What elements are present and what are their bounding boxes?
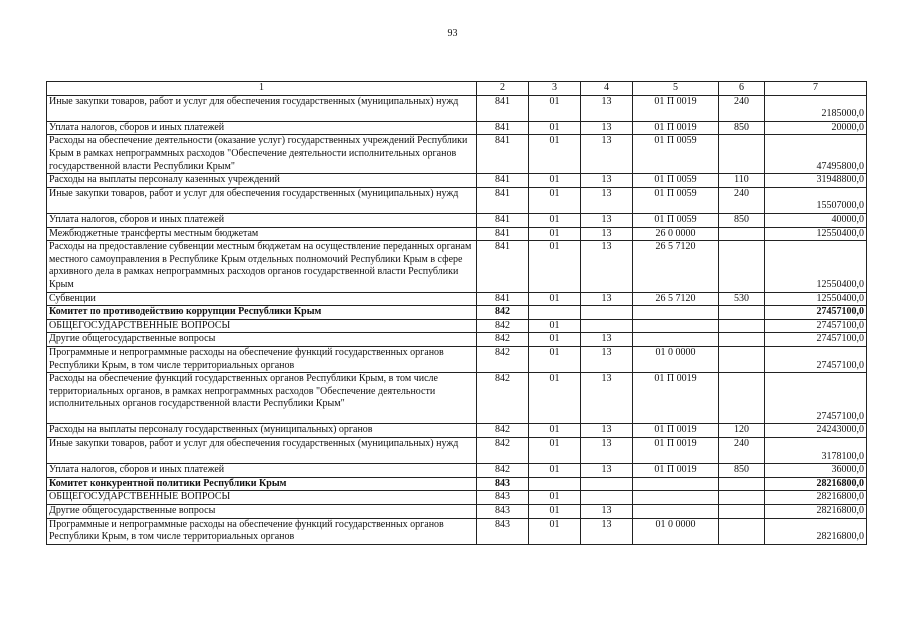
row-target-article: 01 П 0019: [633, 424, 719, 438]
row-expense-type: [719, 518, 765, 544]
row-amount: 2185000,0: [765, 95, 867, 121]
table-row: [47, 373, 867, 424]
row-description: Иные закупки товаров, работ и услуг для обеспечения государственных (муниципальных) нужд: [47, 95, 477, 121]
row-subsection-code: 13: [581, 121, 633, 135]
row-ministry-code: 841: [477, 121, 529, 135]
row-subsection-code: [581, 477, 633, 491]
row-subsection-code: 13: [581, 518, 633, 544]
table-row: [47, 121, 867, 135]
row-section-code: 01: [529, 464, 581, 478]
row-section-code: 01: [529, 227, 581, 241]
column-header: 4: [581, 82, 633, 96]
row-target-article: 01 П 0019: [633, 121, 719, 135]
row-ministry-code: 842: [477, 373, 529, 424]
row-description: Субвенции: [47, 292, 477, 306]
row-amount: 36000,0: [765, 464, 867, 478]
table-row: [47, 464, 867, 478]
row-section-code: 01: [529, 424, 581, 438]
row-ministry-code: 841: [477, 95, 529, 121]
table-row: [47, 505, 867, 519]
row-expense-type: [719, 477, 765, 491]
row-amount: 47495800,0: [765, 135, 867, 174]
row-amount: 27457100,0: [765, 373, 867, 424]
row-subsection-code: 13: [581, 187, 633, 213]
row-expense-type: 850: [719, 121, 765, 135]
row-ministry-code: 842: [477, 464, 529, 478]
row-amount: 28216800,0: [765, 518, 867, 544]
column-header: 3: [529, 82, 581, 96]
row-section-code: 01: [529, 333, 581, 347]
row-subsection-code: 13: [581, 438, 633, 464]
column-header: 1: [47, 82, 477, 96]
row-description: Другие общегосударственные вопросы: [47, 333, 477, 347]
row-amount: 28216800,0: [765, 505, 867, 519]
row-section-code: 01: [529, 187, 581, 213]
row-amount: 15507000,0: [765, 187, 867, 213]
row-subsection-code: [581, 491, 633, 505]
table-row: [47, 477, 867, 491]
row-expense-type: [719, 346, 765, 372]
table-row: [47, 333, 867, 347]
row-subsection-code: 13: [581, 505, 633, 519]
row-ministry-code: 843: [477, 518, 529, 544]
row-expense-type: [719, 319, 765, 333]
table-row: [47, 227, 867, 241]
row-ministry-code: 842: [477, 424, 529, 438]
row-target-article: 01 П 0059: [633, 213, 719, 227]
table-row: [47, 491, 867, 505]
row-target-article: [633, 477, 719, 491]
row-ministry-code: 842: [477, 333, 529, 347]
row-section-code: 01: [529, 135, 581, 174]
row-section-code: 01: [529, 213, 581, 227]
row-amount: 24243000,0: [765, 424, 867, 438]
row-expense-type: 120: [719, 424, 765, 438]
row-subsection-code: 13: [581, 292, 633, 306]
row-subsection-code: 13: [581, 424, 633, 438]
row-expense-type: 110: [719, 174, 765, 188]
row-ministry-code: 841: [477, 292, 529, 306]
table-row: [47, 346, 867, 372]
table-row: [47, 306, 867, 320]
row-ministry-code: 843: [477, 505, 529, 519]
page-number: 93: [447, 28, 458, 39]
row-subsection-code: 13: [581, 227, 633, 241]
row-subsection-code: 13: [581, 213, 633, 227]
row-target-article: [633, 505, 719, 519]
row-amount: 3178100,0: [765, 438, 867, 464]
row-target-article: 01 П 0059: [633, 174, 719, 188]
table-row: [47, 292, 867, 306]
row-amount: 27457100,0: [765, 333, 867, 347]
row-ministry-code: 841: [477, 213, 529, 227]
row-ministry-code: 843: [477, 491, 529, 505]
row-section-code: 01: [529, 438, 581, 464]
row-ministry-code: 842: [477, 319, 529, 333]
row-expense-type: 850: [719, 213, 765, 227]
row-ministry-code: 841: [477, 227, 529, 241]
row-amount: 28216800,0: [765, 491, 867, 505]
row-expense-type: [719, 306, 765, 320]
row-target-article: 01 0 0000: [633, 346, 719, 372]
column-header: 7: [765, 82, 867, 96]
table-header-row: [47, 82, 867, 96]
row-target-article: 26 5 7120: [633, 292, 719, 306]
row-description: Программные и непрограммные расходы на обеспечение функций государственных органов Республики Крым, в том числе территориальных органов: [47, 518, 477, 544]
row-expense-type: [719, 373, 765, 424]
row-subsection-code: 13: [581, 241, 633, 292]
row-target-article: 01 П 0019: [633, 438, 719, 464]
row-target-article: 26 0 0000: [633, 227, 719, 241]
row-description: Уплата налогов, сборов и иных платежей: [47, 121, 477, 135]
row-target-article: [633, 491, 719, 505]
row-target-article: 01 П 0019: [633, 95, 719, 121]
row-expense-type: [719, 241, 765, 292]
row-expense-type: 240: [719, 438, 765, 464]
row-subsection-code: 13: [581, 135, 633, 174]
table-row: [47, 241, 867, 292]
table-row: [47, 135, 867, 174]
row-description: Иные закупки товаров, работ и услуг для обеспечения государственных (муниципальных) нужд: [47, 187, 477, 213]
row-amount: 28216800,0: [765, 477, 867, 491]
row-description: Межбюджетные трансферты местным бюджетам: [47, 227, 477, 241]
row-description: Расходы на выплаты персоналу казенных учреждений: [47, 174, 477, 188]
row-amount: 27457100,0: [765, 346, 867, 372]
row-section-code: 01: [529, 319, 581, 333]
row-description: Расходы на предоставление субвенции местным бюджетам на осуществление переданных органам местного самоуправления в Республике Крым отдельных полномочий Республики Крым в сфере архивного дела в рамках непрограммных расходов органов государственной власти Республики Крым: [47, 241, 477, 292]
row-subsection-code: [581, 319, 633, 333]
row-subsection-code: [581, 306, 633, 320]
row-expense-type: [719, 333, 765, 347]
row-section-code: 01: [529, 292, 581, 306]
table-row: [47, 187, 867, 213]
row-subsection-code: 13: [581, 95, 633, 121]
row-section-code: 01: [529, 121, 581, 135]
row-target-article: [633, 333, 719, 347]
table-row: [47, 174, 867, 188]
column-header: 6: [719, 82, 765, 96]
table-row: [47, 424, 867, 438]
row-subsection-code: 13: [581, 174, 633, 188]
row-subsection-code: 13: [581, 346, 633, 372]
row-expense-type: [719, 227, 765, 241]
row-ministry-code: 841: [477, 241, 529, 292]
row-target-article: 01 П 0019: [633, 464, 719, 478]
row-section-code: 01: [529, 241, 581, 292]
row-amount: 12550400,0: [765, 292, 867, 306]
row-description: Иные закупки товаров, работ и услуг для обеспечения государственных (муниципальных) нужд: [47, 438, 477, 464]
row-description: ОБЩЕГОСУДАРСТВЕННЫЕ ВОПРОСЫ: [47, 319, 477, 333]
table-row: [47, 213, 867, 227]
row-expense-type: [719, 505, 765, 519]
row-amount: 20000,0: [765, 121, 867, 135]
row-description: Программные и непрограммные расходы на обеспечение функций государственных органов Республики Крым, в том числе территориальных органов: [47, 346, 477, 372]
row-amount: 12550400,0: [765, 227, 867, 241]
table-row: [47, 438, 867, 464]
row-description: Расходы на обеспечение функций государственных органов Республики Крым, в том числе территориальных органов, в рамках непрограммных расходов "Обеспечение деятельности исполнительных органов государственной власти Республики Крым": [47, 373, 477, 424]
row-amount: 31948800,0: [765, 174, 867, 188]
row-target-article: 01 П 0019: [633, 373, 719, 424]
row-section-code: [529, 306, 581, 320]
row-amount: 40000,0: [765, 213, 867, 227]
row-amount: 12550400,0: [765, 241, 867, 292]
row-subsection-code: 13: [581, 373, 633, 424]
row-target-article: [633, 306, 719, 320]
row-subsection-code: 13: [581, 333, 633, 347]
row-target-article: 01 0 0000: [633, 518, 719, 544]
row-ministry-code: 842: [477, 346, 529, 372]
row-description: Уплата налогов, сборов и иных платежей: [47, 464, 477, 478]
row-section-code: 01: [529, 505, 581, 519]
table-row: [47, 518, 867, 544]
row-section-code: [529, 477, 581, 491]
budget-table: [46, 81, 867, 545]
row-description: Уплата налогов, сборов и иных платежей: [47, 213, 477, 227]
row-expense-type: 240: [719, 187, 765, 213]
row-target-article: 01 П 0059: [633, 135, 719, 174]
column-header: 5: [633, 82, 719, 96]
row-target-article: 01 П 0059: [633, 187, 719, 213]
row-expense-type: [719, 491, 765, 505]
row-ministry-code: 841: [477, 135, 529, 174]
row-section-code: 01: [529, 373, 581, 424]
row-expense-type: 850: [719, 464, 765, 478]
row-description: Другие общегосударственные вопросы: [47, 505, 477, 519]
row-section-code: 01: [529, 174, 581, 188]
row-section-code: 01: [529, 518, 581, 544]
row-amount: 27457100,0: [765, 319, 867, 333]
row-ministry-code: 843: [477, 477, 529, 491]
row-target-article: 26 5 7120: [633, 241, 719, 292]
row-description: Расходы на обеспечение деятельности (оказание услуг) государственных учреждений Республики Крым в рамках непрограммных расходов "Обеспечение деятельности исполнительных органов государственной власти Республики Крым": [47, 135, 477, 174]
row-ministry-code: 842: [477, 438, 529, 464]
row-section-code: 01: [529, 95, 581, 121]
row-expense-type: 240: [719, 95, 765, 121]
row-description: Комитет по противодействию коррупции Республики Крым: [47, 306, 477, 320]
row-ministry-code: 842: [477, 306, 529, 320]
row-description: Комитет конкурентной политики Республики Крым: [47, 477, 477, 491]
row-ministry-code: 841: [477, 187, 529, 213]
row-description: Расходы на выплаты персоналу государственных (муниципальных) органов: [47, 424, 477, 438]
row-description: ОБЩЕГОСУДАРСТВЕННЫЕ ВОПРОСЫ: [47, 491, 477, 505]
row-amount: 27457100,0: [765, 306, 867, 320]
row-subsection-code: 13: [581, 464, 633, 478]
column-header: 2: [477, 82, 529, 96]
table-row: [47, 95, 867, 121]
row-section-code: 01: [529, 346, 581, 372]
row-expense-type: [719, 135, 765, 174]
row-ministry-code: 841: [477, 174, 529, 188]
table-row: [47, 319, 867, 333]
row-section-code: 01: [529, 491, 581, 505]
row-target-article: [633, 319, 719, 333]
row-expense-type: 530: [719, 292, 765, 306]
